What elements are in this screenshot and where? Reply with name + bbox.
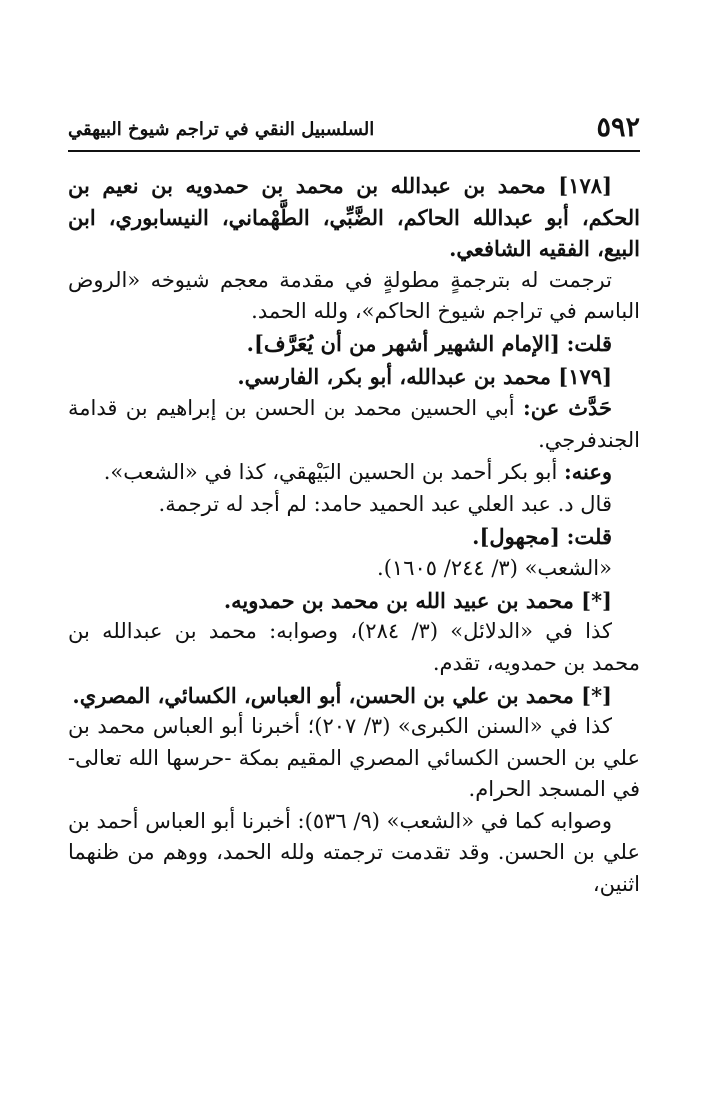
note-1-text: كذا في «الدلائل» (٣/ ٢٨٤)، وصوابه: محمد بن عبدالله بن محمد بن حمدويه، تقدم.	[68, 619, 640, 675]
entry-178-heading	[68, 170, 640, 265]
entry-178-bio: ترجمت له بترجمةٍ مطولةٍ في مقدمة معجم شيوخه «الروض الباسم في تراجم شيوخ الحاكم»، ولله الحمد.	[68, 267, 640, 324]
entry-179-qal: قال د. عبد العلي عبد الحميد حامد: لم أجد له ترجمة.	[158, 491, 612, 516]
note-2-text-1: كذا في «السنن الكبرى» (٣/ ٢٠٧)؛ أخبرنا أبو العباس محمد بن علي بن الحسن الكسائي المصري المقيم بمكة -حرسها الله تعالى- في المسجد الحرام.	[68, 714, 640, 802]
qult-text: [مجهول].	[472, 523, 560, 549]
entry-179-qult	[68, 521, 640, 554]
entry-179-haddath	[68, 392, 640, 456]
entry-name: محمد بن عبدالله بن محمد بن حمدويه بن نعيم بن الحكم، أبو عبدالله الحاكم، الضَّبِّي، الطَّهْماني، النيسابوري، ابن البيع، الفقيه الشافعي.	[68, 173, 640, 262]
anhu-text: أبو بكر أحمد بن الحسين البَيْهقي، كذا في «الشعب».	[103, 460, 558, 485]
entry-178-qult	[68, 328, 640, 361]
running-title: السلسبيل النقي في تراجم شيوخ البيهقي	[68, 119, 375, 140]
entry-name: محمد بن عبدالله، أبو بكر، الفارسي.	[237, 363, 551, 389]
qult-label: قلت:	[566, 523, 612, 549]
entry-number: [١٧٨]	[558, 173, 613, 198]
page-number: ٥٩٢	[596, 112, 640, 143]
note-2-text-2: وصوابه كما في «الشعب» (٩/ ٥٣٦): أخبرنا أبو العباس أحمد بن علي بن الحسن. وقد تقدمت ترجمته ولله الحمد، ووهم من ظنهما اثنين،	[68, 808, 640, 897]
haddath-text: أبي الحسين محمد بن الحسن بن إبراهيم بن قدامة الجندفرجي.	[68, 396, 640, 452]
page-body	[68, 170, 640, 901]
haddath-label: حَدَّث عن:	[522, 395, 612, 421]
note-name: محمد بن علي بن الحسن، أبو العباس، الكسائي، المصري.	[72, 682, 574, 708]
qult-text: [الإمام الشهير أشهر من أن يُعَرَّف].	[246, 330, 560, 356]
entry-179-heading	[68, 361, 640, 393]
note-name: محمد بن عبيد الله بن محمد بن حمدويه.	[223, 587, 574, 613]
page-header	[68, 108, 640, 152]
note-star: [*]	[581, 587, 612, 613]
header-rule	[68, 150, 640, 152]
entry-number: [١٧٩]	[558, 363, 612, 389]
note-1-heading	[68, 585, 640, 617]
note-2-heading	[68, 680, 640, 712]
entry-179-ref: «الشعب» (٣/ ٢٤٤/ ١٦٠٥).	[377, 556, 612, 581]
entry-179-anhu	[68, 456, 640, 489]
note-star: [*]	[581, 682, 612, 708]
anhu-label: وعنه:	[563, 459, 612, 485]
qult-label: قلت:	[566, 330, 612, 356]
